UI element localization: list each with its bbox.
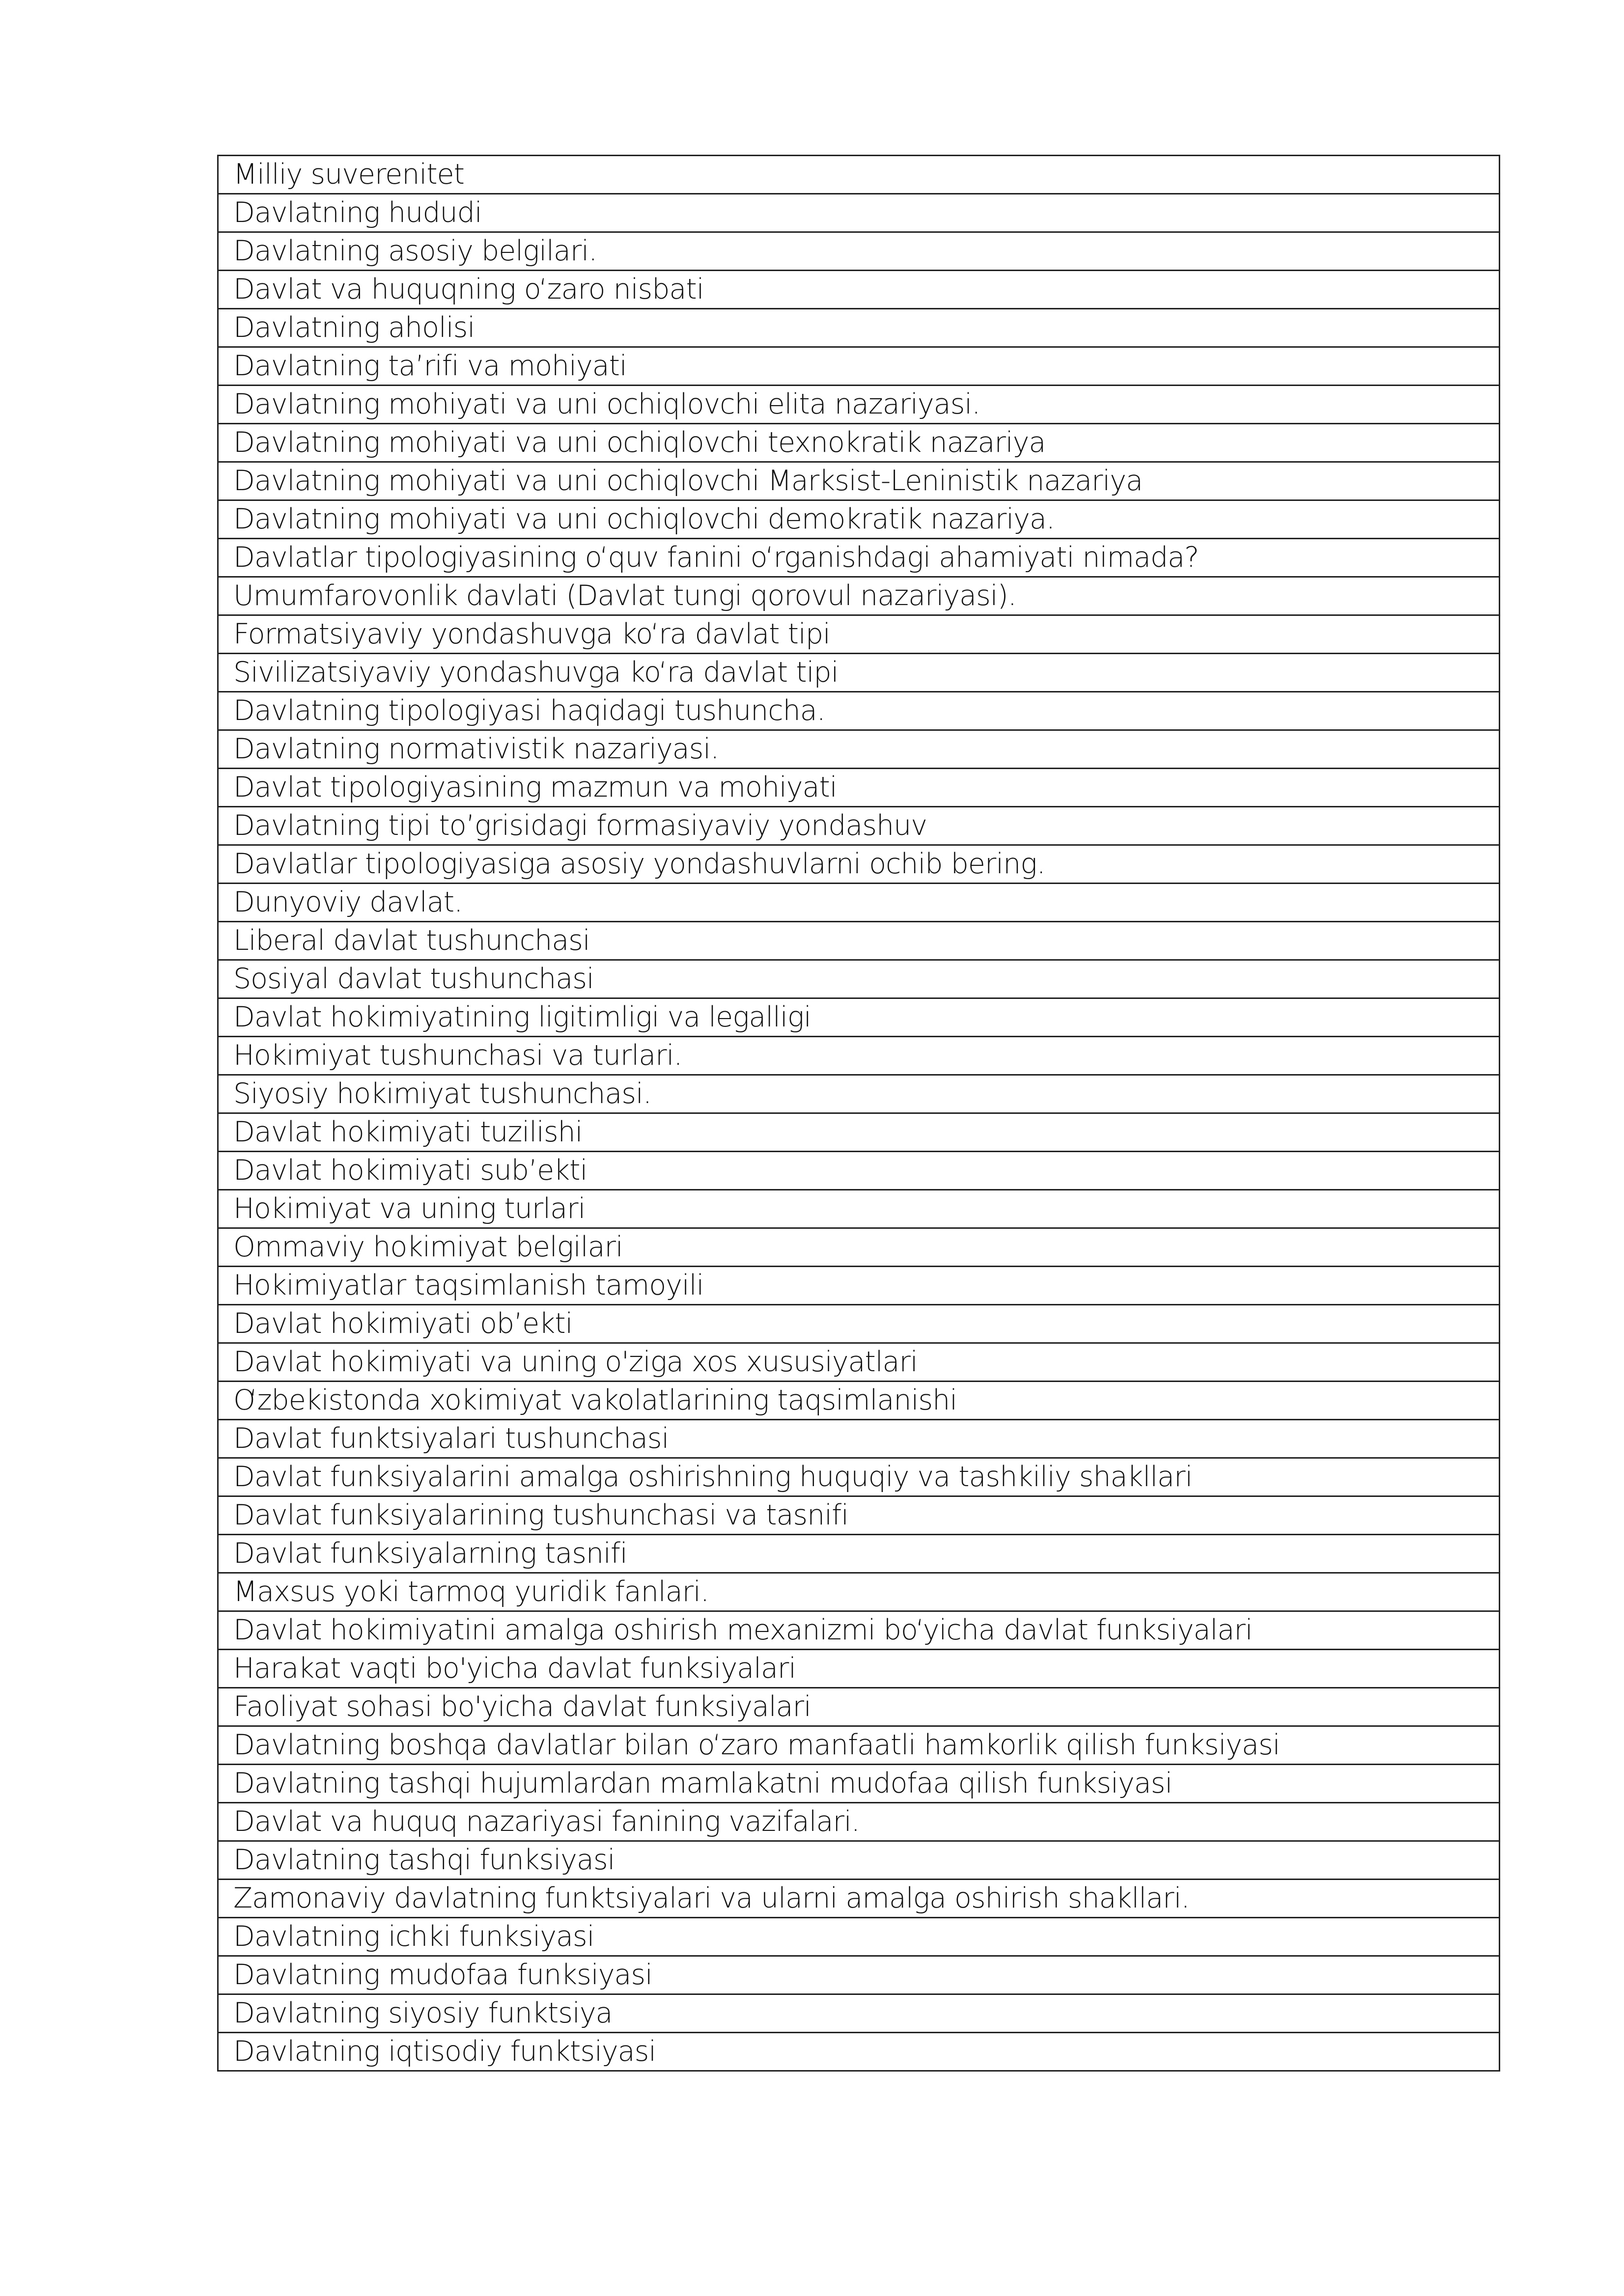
topics-table [217, 155, 1500, 2072]
topic-cell: Davlatning siyosiy funktsiya [218, 1994, 1500, 2033]
topic-cell: Liberal davlat tushunchasi [218, 922, 1500, 960]
topic-cell: Davlatning mohiyati va uni ochiqlovchi texnokratik nazariya [218, 424, 1500, 462]
topic-cell: Sivilizatsiyaviy yondashuvga ko‘ra davlat tipi [218, 654, 1500, 692]
topic-cell: Davlat funktsiyalari tushunchasi [218, 1420, 1500, 1458]
table-row [218, 156, 1500, 194]
topic-cell: Davlatning tipologiyasi haqidagi tushuncha. [218, 692, 1500, 730]
topic-cell: Davlatning boshqa davlatlar bilan o‘zaro manfaatli hamkorlik qilish funksiyasi [218, 1726, 1500, 1765]
topic-cell: Faoliyat sohasi bo'yicha davlat funksiyalari [218, 1688, 1500, 1726]
table-row [218, 1420, 1500, 1458]
table-row [218, 271, 1500, 309]
table-row [218, 884, 1500, 922]
topic-cell: Davlatning mohiyati va uni ochiqlovchi Marksist-Leninistik nazariya [218, 462, 1500, 500]
table-row [218, 730, 1500, 769]
table-row [218, 845, 1500, 884]
table-row [218, 654, 1500, 692]
topic-cell: Davlat va huquqning o‘zaro nisbati [218, 271, 1500, 309]
table-row [218, 1458, 1500, 1496]
topics-table-body [218, 156, 1500, 2071]
topic-cell: Davlatning asosiy belgilari. [218, 232, 1500, 271]
topic-cell: Davlatning mohiyati va uni ochiqlovchi demokratik nazariya. [218, 500, 1500, 539]
table-row [218, 1880, 1500, 1918]
topic-cell: Davlatlar tipologiyasining o‘quv fanini o‘rganishdagi ahamiyati nimada? [218, 539, 1500, 577]
table-row [218, 1994, 1500, 2033]
table-row [218, 386, 1500, 424]
topic-cell: Davlat hokimiyatini amalga oshirish mexanizmi bo‘yicha davlat funksiyalari [218, 1611, 1500, 1650]
table-row [218, 1573, 1500, 1611]
topic-cell: Davlatning iqtisodiy funktsiyasi [218, 2033, 1500, 2071]
table-row [218, 347, 1500, 386]
topic-cell: Davlat funksiyalarini amalga oshirishning huquqiy va tashkiliy shakllari [218, 1458, 1500, 1496]
topic-cell: Davlatning tipi to’grisidagi formasiyaviy yondashuv [218, 807, 1500, 845]
table-row [218, 309, 1500, 347]
table-row [218, 424, 1500, 462]
topic-cell: Davlat hokimiyati sub’ekti [218, 1152, 1500, 1190]
table-row [218, 1956, 1500, 1994]
topic-cell: Davlat hokimiyatining ligitimligi va legalligi [218, 998, 1500, 1037]
topic-cell: Davlatning mohiyati va uni ochiqlovchi elita nazariyasi. [218, 386, 1500, 424]
table-row [218, 1841, 1500, 1880]
topic-cell: Davlat funksiyalarning tasnifi [218, 1535, 1500, 1573]
table-row [218, 960, 1500, 998]
table-row [218, 1803, 1500, 1841]
table-row [218, 1190, 1500, 1228]
table-row [218, 1382, 1500, 1420]
table-row [218, 1305, 1500, 1343]
topic-cell: Davlatning aholisi [218, 309, 1500, 347]
table-row [218, 1267, 1500, 1305]
table-row [218, 1113, 1500, 1152]
table-row [218, 692, 1500, 730]
table-row [218, 539, 1500, 577]
topic-cell: Hokimiyatlar taqsimlanish tamoyili [218, 1267, 1500, 1305]
topic-cell: Davlatning ta’rifi va mohiyati [218, 347, 1500, 386]
table-row [218, 998, 1500, 1037]
table-row [218, 922, 1500, 960]
topic-cell: Maxsus yoki tarmoq yuridik fanlari. [218, 1573, 1500, 1611]
table-row [218, 462, 1500, 500]
table-row [218, 1650, 1500, 1688]
table-row [218, 1611, 1500, 1650]
topic-cell: Umumfarovonlik davlati (Davlat tungi qorovul nazariyasi). [218, 577, 1500, 615]
topic-cell: Davlatning tashqi funksiyasi [218, 1841, 1500, 1880]
topic-cell: Davlat hokimiyati ob’ekti [218, 1305, 1500, 1343]
topic-cell: Harakat vaqti bo'yicha davlat funksiyalari [218, 1650, 1500, 1688]
topic-cell: Hokimiyat tushunchasi va turlari. [218, 1037, 1500, 1075]
table-row [218, 2033, 1500, 2071]
topic-cell: Hokimiyat va uning turlari [218, 1190, 1500, 1228]
topic-cell: Davlatning tashqi hujumlardan mamlakatni mudofaa qilish funksiyasi [218, 1765, 1500, 1803]
table-row [218, 1496, 1500, 1535]
topic-cell: Davlatning mudofaa funksiyasi [218, 1956, 1500, 1994]
topic-cell: O‘zbekistonda xokimiyat vakolatlarining taqsimlanishi [218, 1382, 1500, 1420]
topic-cell: Davlat funksiyalarining tushunchasi va tasnifi [218, 1496, 1500, 1535]
topic-cell: Ommaviy hokimiyat belgilari [218, 1228, 1500, 1267]
topic-cell: Siyosiy hokimiyat tushunchasi. [218, 1075, 1500, 1113]
table-row [218, 1343, 1500, 1382]
topic-cell: Sosiyal davlat tushunchasi [218, 960, 1500, 998]
table-row [218, 615, 1500, 654]
topic-cell: Davlat hokimiyati va uning o'ziga xos xususiyatlari [218, 1343, 1500, 1382]
table-row [218, 1075, 1500, 1113]
table-row [218, 232, 1500, 271]
table-row [218, 1918, 1500, 1956]
topic-cell: Davlatning normativistik nazariyasi. [218, 730, 1500, 769]
topic-cell: Davlatning hududi [218, 194, 1500, 232]
topic-cell: Davlat hokimiyati tuzilishi [218, 1113, 1500, 1152]
table-row [218, 807, 1500, 845]
topic-cell: Davlatning ichki funksiyasi [218, 1918, 1500, 1956]
table-row [218, 1688, 1500, 1726]
topic-cell: Formatsiyaviy yondashuvga ko‘ra davlat tipi [218, 615, 1500, 654]
table-row [218, 1228, 1500, 1267]
topic-cell: Dunyoviy davlat. [218, 884, 1500, 922]
table-row [218, 500, 1500, 539]
table-row [218, 1726, 1500, 1765]
table-row [218, 1535, 1500, 1573]
table-row [218, 1152, 1500, 1190]
topic-cell: Davlatlar tipologiyasiga asosiy yondashuvlarni ochib bering. [218, 845, 1500, 884]
table-row [218, 769, 1500, 807]
table-row [218, 194, 1500, 232]
table-row [218, 577, 1500, 615]
table-row [218, 1765, 1500, 1803]
topic-cell: Davlat tipologiyasining mazmun va mohiyati [218, 769, 1500, 807]
topic-cell: Davlat va huquq nazariyasi fanining vazifalari. [218, 1803, 1500, 1841]
topic-cell: Milliy suverenitet [218, 156, 1500, 194]
table-row [218, 1037, 1500, 1075]
topic-cell: Zamonaviy davlatning funktsiyalari va ularni amalga oshirish shakllari. [218, 1880, 1500, 1918]
